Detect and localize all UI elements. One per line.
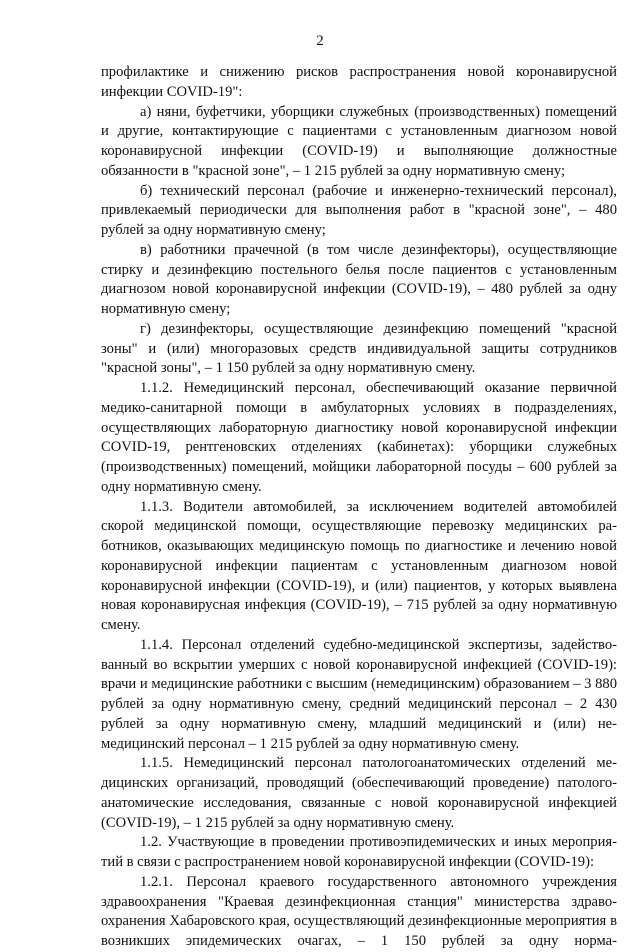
paragraph-item-a: а) няни, буфетчики, уборщики служебных (производственных) помещений и другие, контактирующие с пациентами с установленным диагнозом новой коронавирусной инфекции (COVID-19) и выполняющие должностные обязанности в "красной зоне", – 1 215 рублей за одну нормативную смену; <box>101 103 617 179</box>
paragraph-1-2: 1.2. Участвующие в проведении противоэпидемических и иных мероприятий в связи с распространением новой коронавирусной инфекции (COVID-19): <box>101 834 617 870</box>
page-number: 2 <box>316 33 324 49</box>
paragraph-1-1-5: 1.1.5. Немедицинский персонал патологоанатомических отделений медицинских организаций, проводящий (обеспечивающий проведение) патологоанатомические исследования, связанные с новой коронавирусной инфекцией (COVID-19), – 1 215 рублей за одну нормативную смену. <box>101 755 617 831</box>
paragraph-item-b: б) технический персонал (рабочие и инженерно-технический персонал), привлекаемый периодически для выполнения работ в "красной зоне", – 480 рублей за одну нормативную смену; <box>101 182 617 238</box>
paragraph-item-g: г) дезинфекторы, осуществляющие дезинфекцию помещений "красной зоны" и (или) многоразовых средств индивидуальной защиты сотрудников "красной зоны", – 1 150 рублей за одну нормативную смену. <box>101 320 617 377</box>
document-body <box>101 63 617 952</box>
paragraph-1-1-2: 1.1.2. Немедицинский персонал, обеспечивающий оказание первичной медико-санитарной помощи в амбулаторных условиях в подразделениях, осуществляющих лабораторную диагностику новой коронавирусной инфекции COVID-19, рентгеновских отделениях (кабинетах): уборщики служебных (производственных) помещений, мойщики лабораторной посуды – 600 рублей за одну нормативную смену. <box>101 380 617 495</box>
paragraph-intro-continuation: профилактике и снижению рисков распространения новой коронавирусной инфекции COVID-19": <box>101 64 617 100</box>
paragraph-1-2-1: 1.2.1. Персонал краевого государственного автономного учреждения здравоохранения "Краевая дезинфекционная станция" министерства здравоохранения Хабаровского края, осуществляющий дезинфекционные мероприятия в возникших эпидемических очагах, – 1 150 рублей за одну норма- <box>101 873 617 949</box>
paragraph-1-1-4: 1.1.4. Персонал отделений судебно-медицинской экспертизы, задействованный во вскрытии умерших с новой коронавирусной инфекцией (COVID-19): врачи и медицинские работники с высшим (немедицинским) образованием – 3 880 рублей за одну нормативную смену, средний медицинский персонал – 2 430 рублей за одну нормативную смену, младший медицинский и (или) немедицинский персонал – 1 215 рублей за одну нормативную смену. <box>101 636 617 752</box>
paragraph-1-1-3: 1.1.3. Водители автомобилей, за исключением водителей автомобилей скорой медицинской помощи, осуществляющие перевозку медицинских работников, оказывающих медицинскую помощь по диагностике и лечению новой коронавирусной инфекции пациентам с установленным диагнозом новой коронавирусной инфекции (COVID-19), и (или) пациентов, у которых выявлена новая коронавирусная инфекция (COVID-19), – 715 рублей за одну нормативную смену. <box>101 498 617 633</box>
paragraph-item-v: в) работники прачечной (в том числе дезинфекторы), осуществляющие стирку и дезинфекцию постельного белья после пациентов с установленным диагнозом новой коронавирусной инфекции (COVID-19), – 480 рублей за одну нормативную смену; <box>101 241 617 317</box>
